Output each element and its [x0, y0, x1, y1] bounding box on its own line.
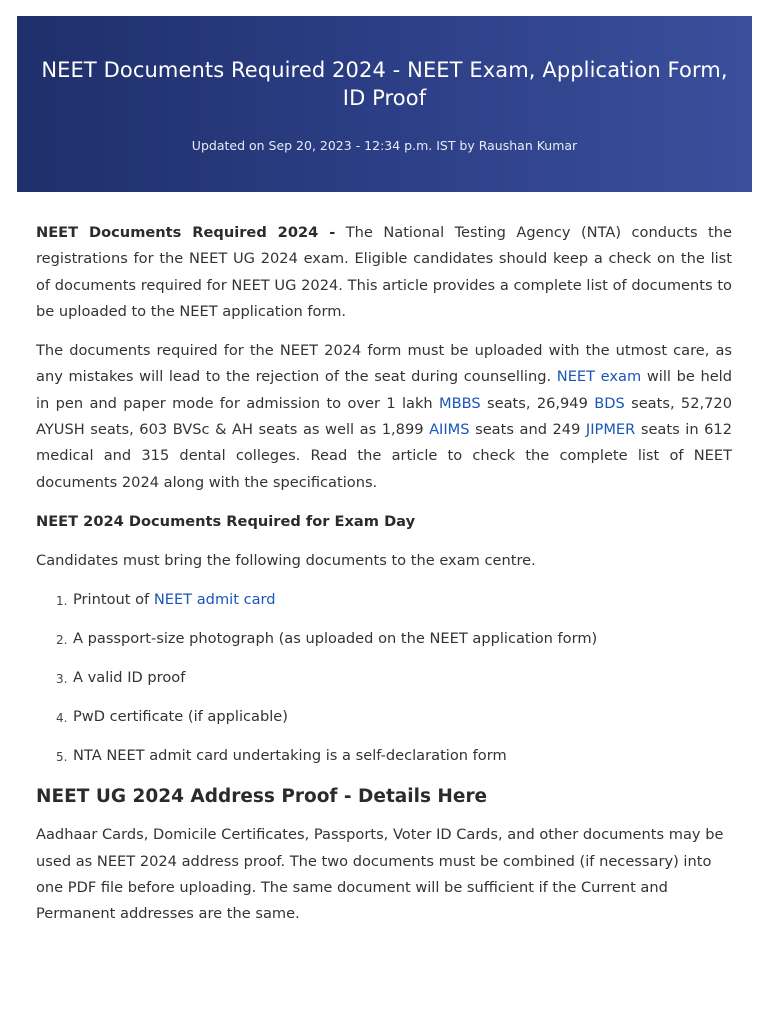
list-item: [36, 704, 732, 730]
neet-exam-link[interactable]: NEET exam: [556, 368, 642, 386]
exam-day-documents-list: [36, 587, 732, 769]
details-text: will be held in pen and paper mode for admission to over 1 lakh: [36, 368, 733, 412]
article-meta: Updated on Sep 20, 2023 - 12:34 p.m. IST by Raushan Kumar: [191, 138, 578, 153]
list-item: [36, 665, 732, 691]
list-number: 3.: [56, 672, 68, 687]
list-item: [36, 587, 732, 613]
list-item: [36, 626, 732, 652]
bds-link[interactable]: BDS: [594, 394, 625, 412]
mbbs-link[interactable]: MBBS: [439, 394, 481, 412]
article-header: [17, 16, 752, 192]
intro-text: The National Testing Agency (NTA) conducts the registrations for the NEET UG 2024 exam. Eligible candidates should keep a check on the list of documents required for NEET UG 2024. This article provides a complete list of documents to be uploaded to the NEET application form.: [36, 224, 732, 320]
article-body: [36, 220, 732, 940]
intro-paragraph: [36, 220, 732, 325]
list-item-text: PwD certificate (if applicable): [73, 708, 288, 726]
list-number: 5.: [56, 750, 68, 765]
details-text: seats, 26,949: [480, 394, 595, 412]
list-item-text: A passport-size photograph (as uploaded on the NEET application form): [73, 630, 598, 648]
exam-day-intro: Candidates must bring the following documents to the exam centre.: [36, 551, 536, 569]
intro-lead: NEET Documents Required 2024 -: [36, 224, 336, 241]
details-text: The documents required for the NEET 2024 form must be uploaded with the utmost care, as any mistakes will lead to the rejection of the seat during counselling.: [36, 342, 732, 386]
address-proof-heading: NEET UG 2024 Address Proof - Details Here: [36, 786, 488, 808]
details-text: seats in 612 medical and 315 dental colleges. Read the article to check the complete list of NEET documents 2024 along with the specifications.: [36, 421, 732, 491]
list-number: 2.: [56, 633, 68, 648]
details-paragraph: [36, 338, 732, 496]
neet-admit-card-link[interactable]: NEET admit card: [153, 591, 276, 609]
list-number: 1.: [56, 594, 68, 609]
details-text: seats, 52,720 AYUSH seats, 603 BVSc & AH seats as well as 1,899: [36, 394, 732, 439]
address-proof-paragraph: Aadhaar Cards, Domicile Certificates, Passports, Voter ID Cards, and other documents may be used as NEET 2024 address proof. The two documents must be combined (if necessary) into one PDF file before uploading. The same document will be sufficient if the Current and Permanent addresses are the same.: [36, 826, 724, 923]
list-number: 4.: [56, 711, 68, 726]
exam-day-heading: NEET 2024 Documents Required for Exam Day: [36, 512, 416, 530]
list-item-text: Printout of: [73, 591, 154, 609]
list-item: [36, 743, 732, 769]
list-item-text: A valid ID proof: [73, 669, 186, 687]
details-text: seats and 249: [469, 421, 586, 439]
list-item-text: NTA NEET admit card undertaking is a self-declaration form: [73, 747, 507, 765]
page-title: NEET Documents Required 2024 - NEET Exam, Application Form, ID Proof: [41, 58, 728, 110]
aiims-link[interactable]: AIIMS: [429, 421, 470, 439]
jipmer-link[interactable]: JIPMER: [585, 421, 636, 439]
